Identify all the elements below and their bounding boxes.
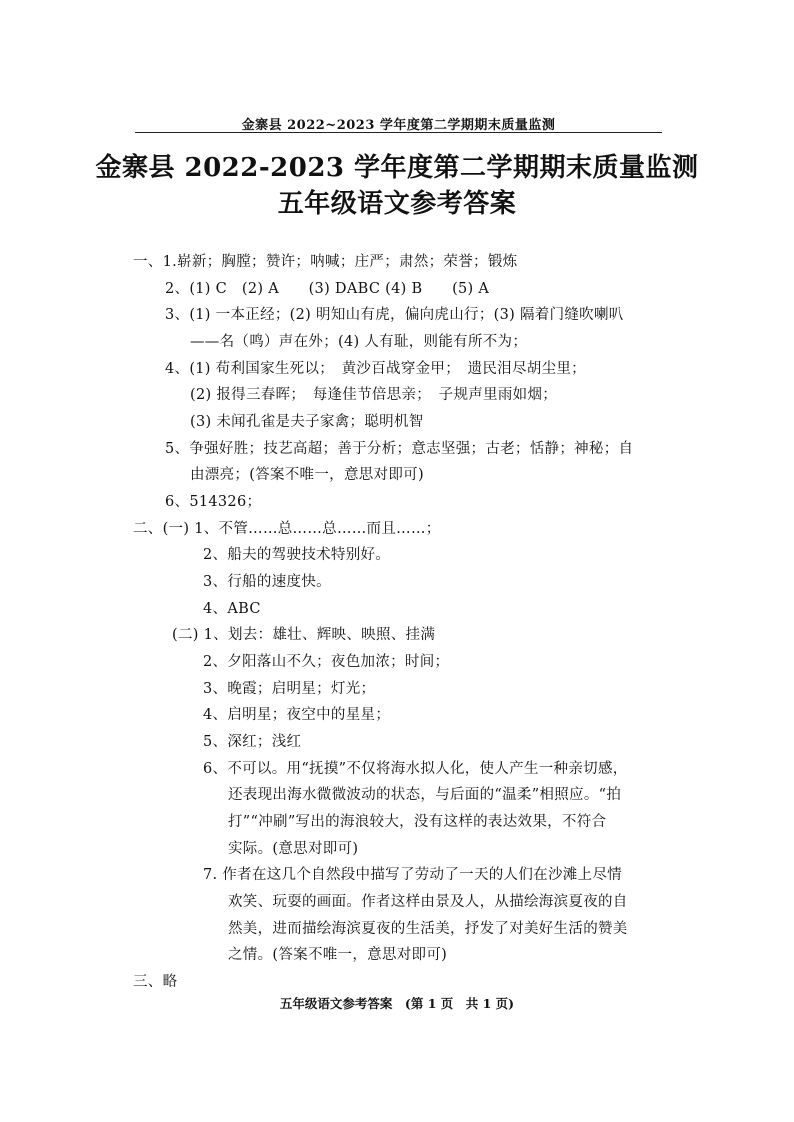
- answer-line: 5、深红；浅红: [203, 734, 302, 750]
- answer-line: (二) 1、划去：雄壮、辉映、映照、挂满: [172, 627, 436, 643]
- document-subtitle: 五年级语文参考答案: [277, 189, 517, 219]
- answer-line: 3、行船的速度快。: [203, 574, 331, 590]
- answer-line: 3、晚霞；启明星；灯光；: [203, 681, 376, 697]
- answer-line: 然美，进而描绘海滨夏夜的生活美，抒发了对美好生活的赞美: [228, 921, 628, 937]
- answer-line: 由漂亮；(答案不唯一，意思对即可): [190, 467, 424, 483]
- answer-line: 2、船夫的驾驶技术特别好。: [203, 547, 391, 563]
- answer-line: 4、(1) 苟利国家生死以； 黄沙百战穿金甲； 遗民泪尽胡尘里；: [165, 361, 586, 377]
- answer-line: 还表现出海水微微波动的状态，与后面的“温柔”相照应。“拍: [228, 787, 622, 803]
- answer-line: 打”“冲刷”写出的海浪较大，没有这样的表达效果，不符合: [228, 814, 607, 830]
- answer-line: (3) 未闻孔雀是夫子家禽；聪明机智: [190, 414, 424, 430]
- answer-line: 欢笑、玩耍的画面。作者这样由景及人，从描绘海滨夏夜的自: [228, 894, 628, 910]
- answer-line: 3、(1) 一本正经；(2) 明知山有虎，偏向虎山行；(3) 隔着门缝吹喇叭: [165, 307, 624, 323]
- answer-line: ——名（鸣）声在外；(4) 人有耻，则能有所不为；: [190, 334, 528, 350]
- answer-line: 6、不可以。用“抚摸”不仅将海水拟人化，使人产生一种亲切感，: [203, 761, 628, 777]
- answer-line: 2、(1) C (2) A (3) DABC (4) B (5) A: [165, 281, 490, 297]
- answer-line: 实际。(意思对即可): [228, 841, 359, 857]
- answer-line: 7. 作者在这几个自然段中描写了劳动了一天的人们在沙滩上尽情: [203, 867, 622, 883]
- answer-line: 6、514326；: [165, 494, 262, 510]
- answer-line: 一、1.崭新；胸膛；赞许；呐喊；庄严；肃然；荣誉；锻炼: [133, 254, 518, 270]
- running-header: 金寨县 2022~2023 学年度第二学期期末质量监测: [241, 118, 556, 133]
- document-title: 金寨县 2022-2023 学年度第二学期期末质量监测: [95, 153, 699, 183]
- answer-line: 二、(一) 1、不管……总……总……而且……；: [133, 521, 441, 537]
- header-divider: [135, 132, 662, 133]
- answer-line: 三、略: [133, 974, 178, 990]
- answer-line: 4、ABC: [203, 601, 261, 617]
- answer-line: 2、夕阳落山不久；夜色加浓；时间；: [203, 654, 450, 670]
- answer-line: 之情。(答案不唯一，意思对即可): [228, 947, 448, 963]
- answer-line: 4、启明星；夜空中的星星；: [203, 707, 391, 723]
- answer-line: (2) 报得三春晖； 每逢佳节倍思亲； 子规声里雨如烟；: [190, 387, 558, 403]
- answer-line: 5、争强好胜；技艺高超；善于分析；意志坚强；古老；恬静；神秘；自: [165, 441, 634, 457]
- page-footer: 五年级语文参考答案 (第 1 页 共 1 页): [279, 996, 515, 1011]
